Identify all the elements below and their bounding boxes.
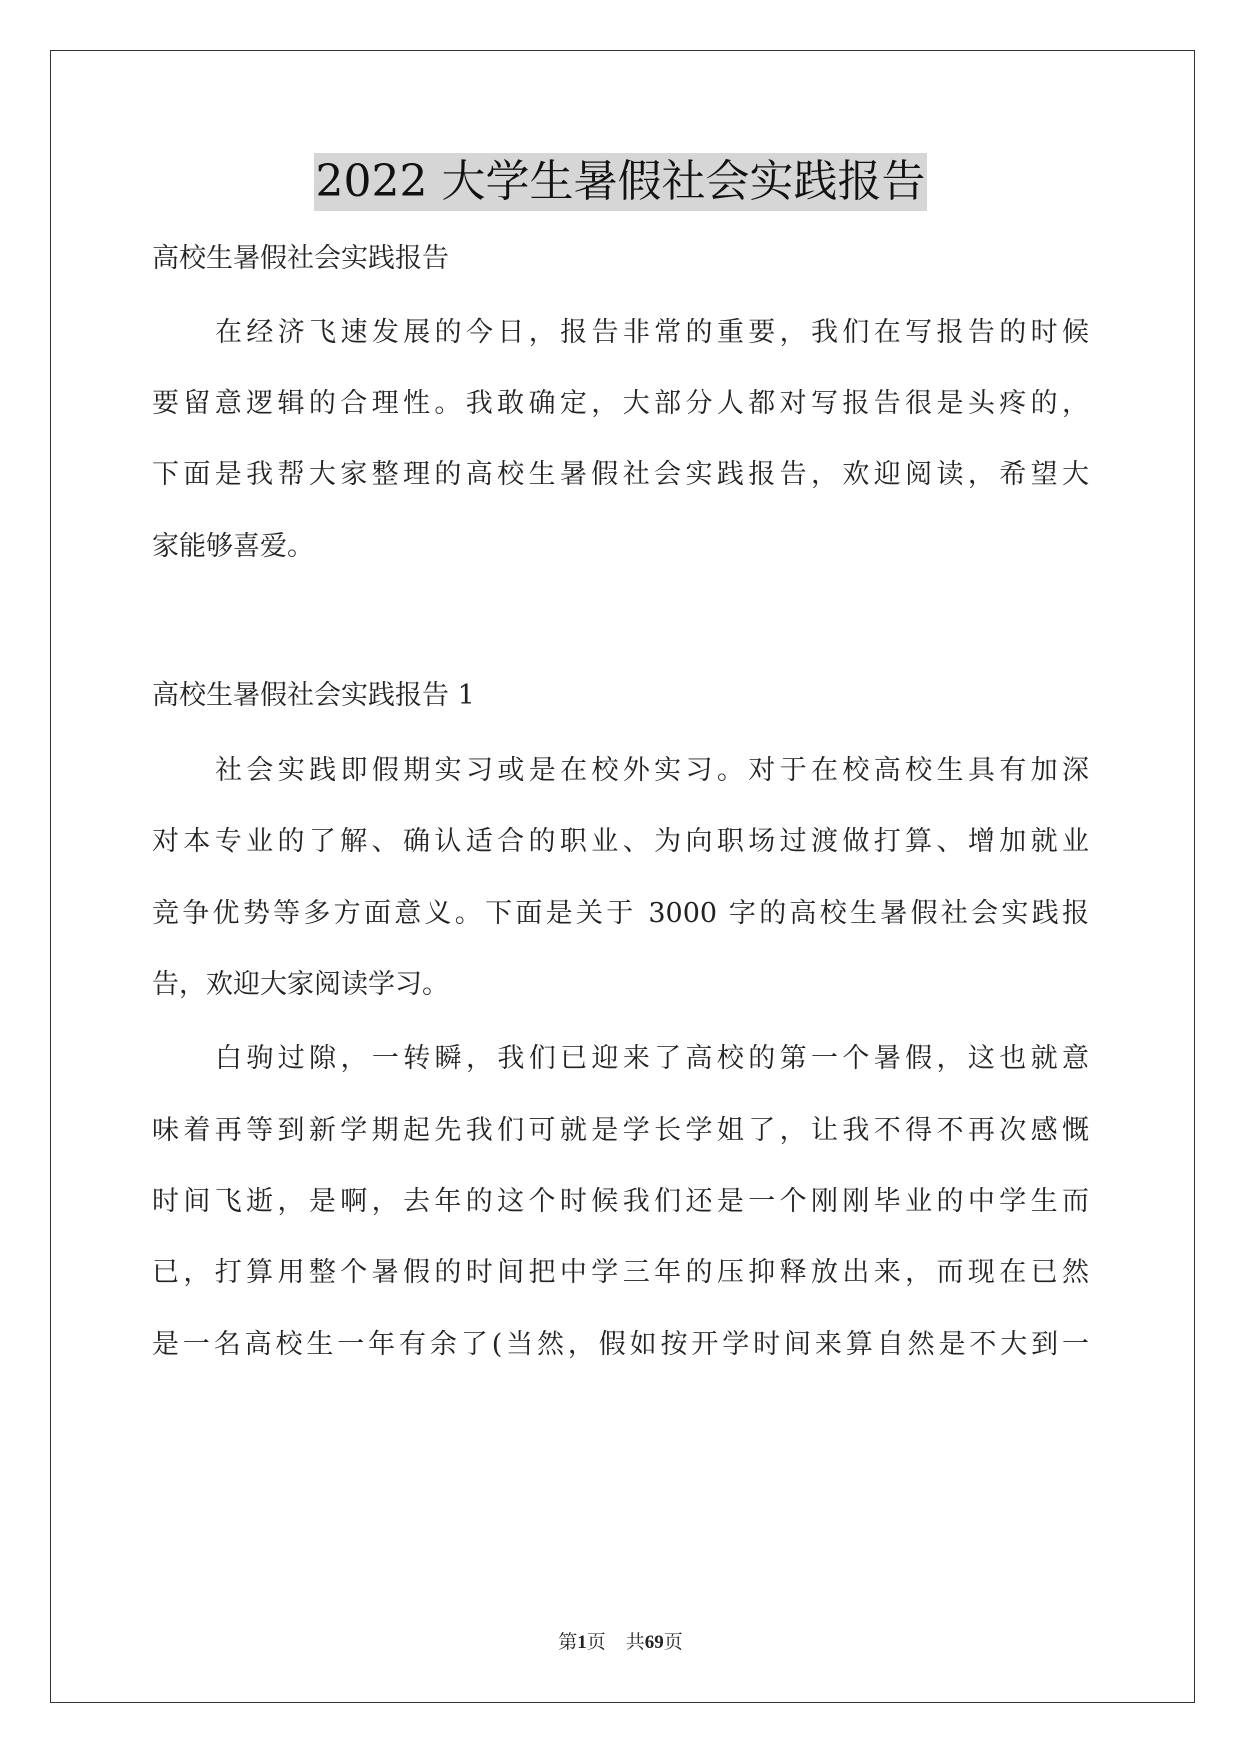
page-border (50, 50, 1195, 1703)
total-unit: 页 (663, 1631, 683, 1653)
current-page-number: 1 (577, 1632, 587, 1653)
paragraph-line: 家能够喜爱。 (152, 531, 314, 562)
section-heading: 高校生暑假社会实践报告 1 (152, 680, 475, 711)
paragraph-line: 时间飞逝，是啊，去年的这个时候我们还是一个刚刚毕业的中学生而 (152, 1186, 1089, 1217)
paragraph-line: 下面是我帮大家整理的高校生暑假社会实践报告，欢迎阅读，希望大 (152, 459, 1089, 490)
paragraph-line: 告，欢迎大家阅读学习。 (152, 969, 449, 1000)
paragraph-line: 在经济飞速发展的今日，报告非常的重要，我们在写报告的时候 (215, 317, 1089, 348)
paragraph-line: 味着再等到新学期起先我们可就是学长学姐了，让我不得不再次感慨 (152, 1115, 1089, 1146)
paragraph-line: 对本专业的了解、确认适合的职业、为向职场过渡做打算、增加就业 (152, 826, 1089, 857)
page-footer (0, 1630, 1241, 1655)
paragraph-line: 要留意逻辑的合理性。我敢确定，大部分人都对写报告很是头疼的， (152, 388, 1089, 419)
page-unit: 页 (586, 1631, 606, 1653)
paragraph-line: 是一名高校生一年有余了(当然，假如按开学时间来算自然是不大到一 (152, 1329, 1089, 1360)
paragraph-line: 白驹过隙，一转瞬，我们已迎来了高校的第一个暑假，这也就意 (215, 1043, 1089, 1074)
document-title: 2022 大学生暑假社会实践报告 (314, 153, 928, 211)
paragraph-line: 已，打算用整个暑假的时间把中学三年的压抑释放出来，而现在已然 (152, 1257, 1089, 1288)
paragraph-line: 竞争优势等多方面意义。下面是关于 3000 字的高校生暑假社会实践报 (152, 898, 1089, 929)
total-prefix: 共 (625, 1631, 645, 1653)
section-heading: 高校生暑假社会实践报告 (152, 243, 449, 274)
paragraph-line: 社会实践即假期实习或是在校外实习。对于在校高校生具有加深 (215, 755, 1089, 786)
page-prefix: 第 (558, 1631, 578, 1653)
title-wrap (0, 153, 1241, 211)
total-page-count: 69 (644, 1632, 664, 1653)
